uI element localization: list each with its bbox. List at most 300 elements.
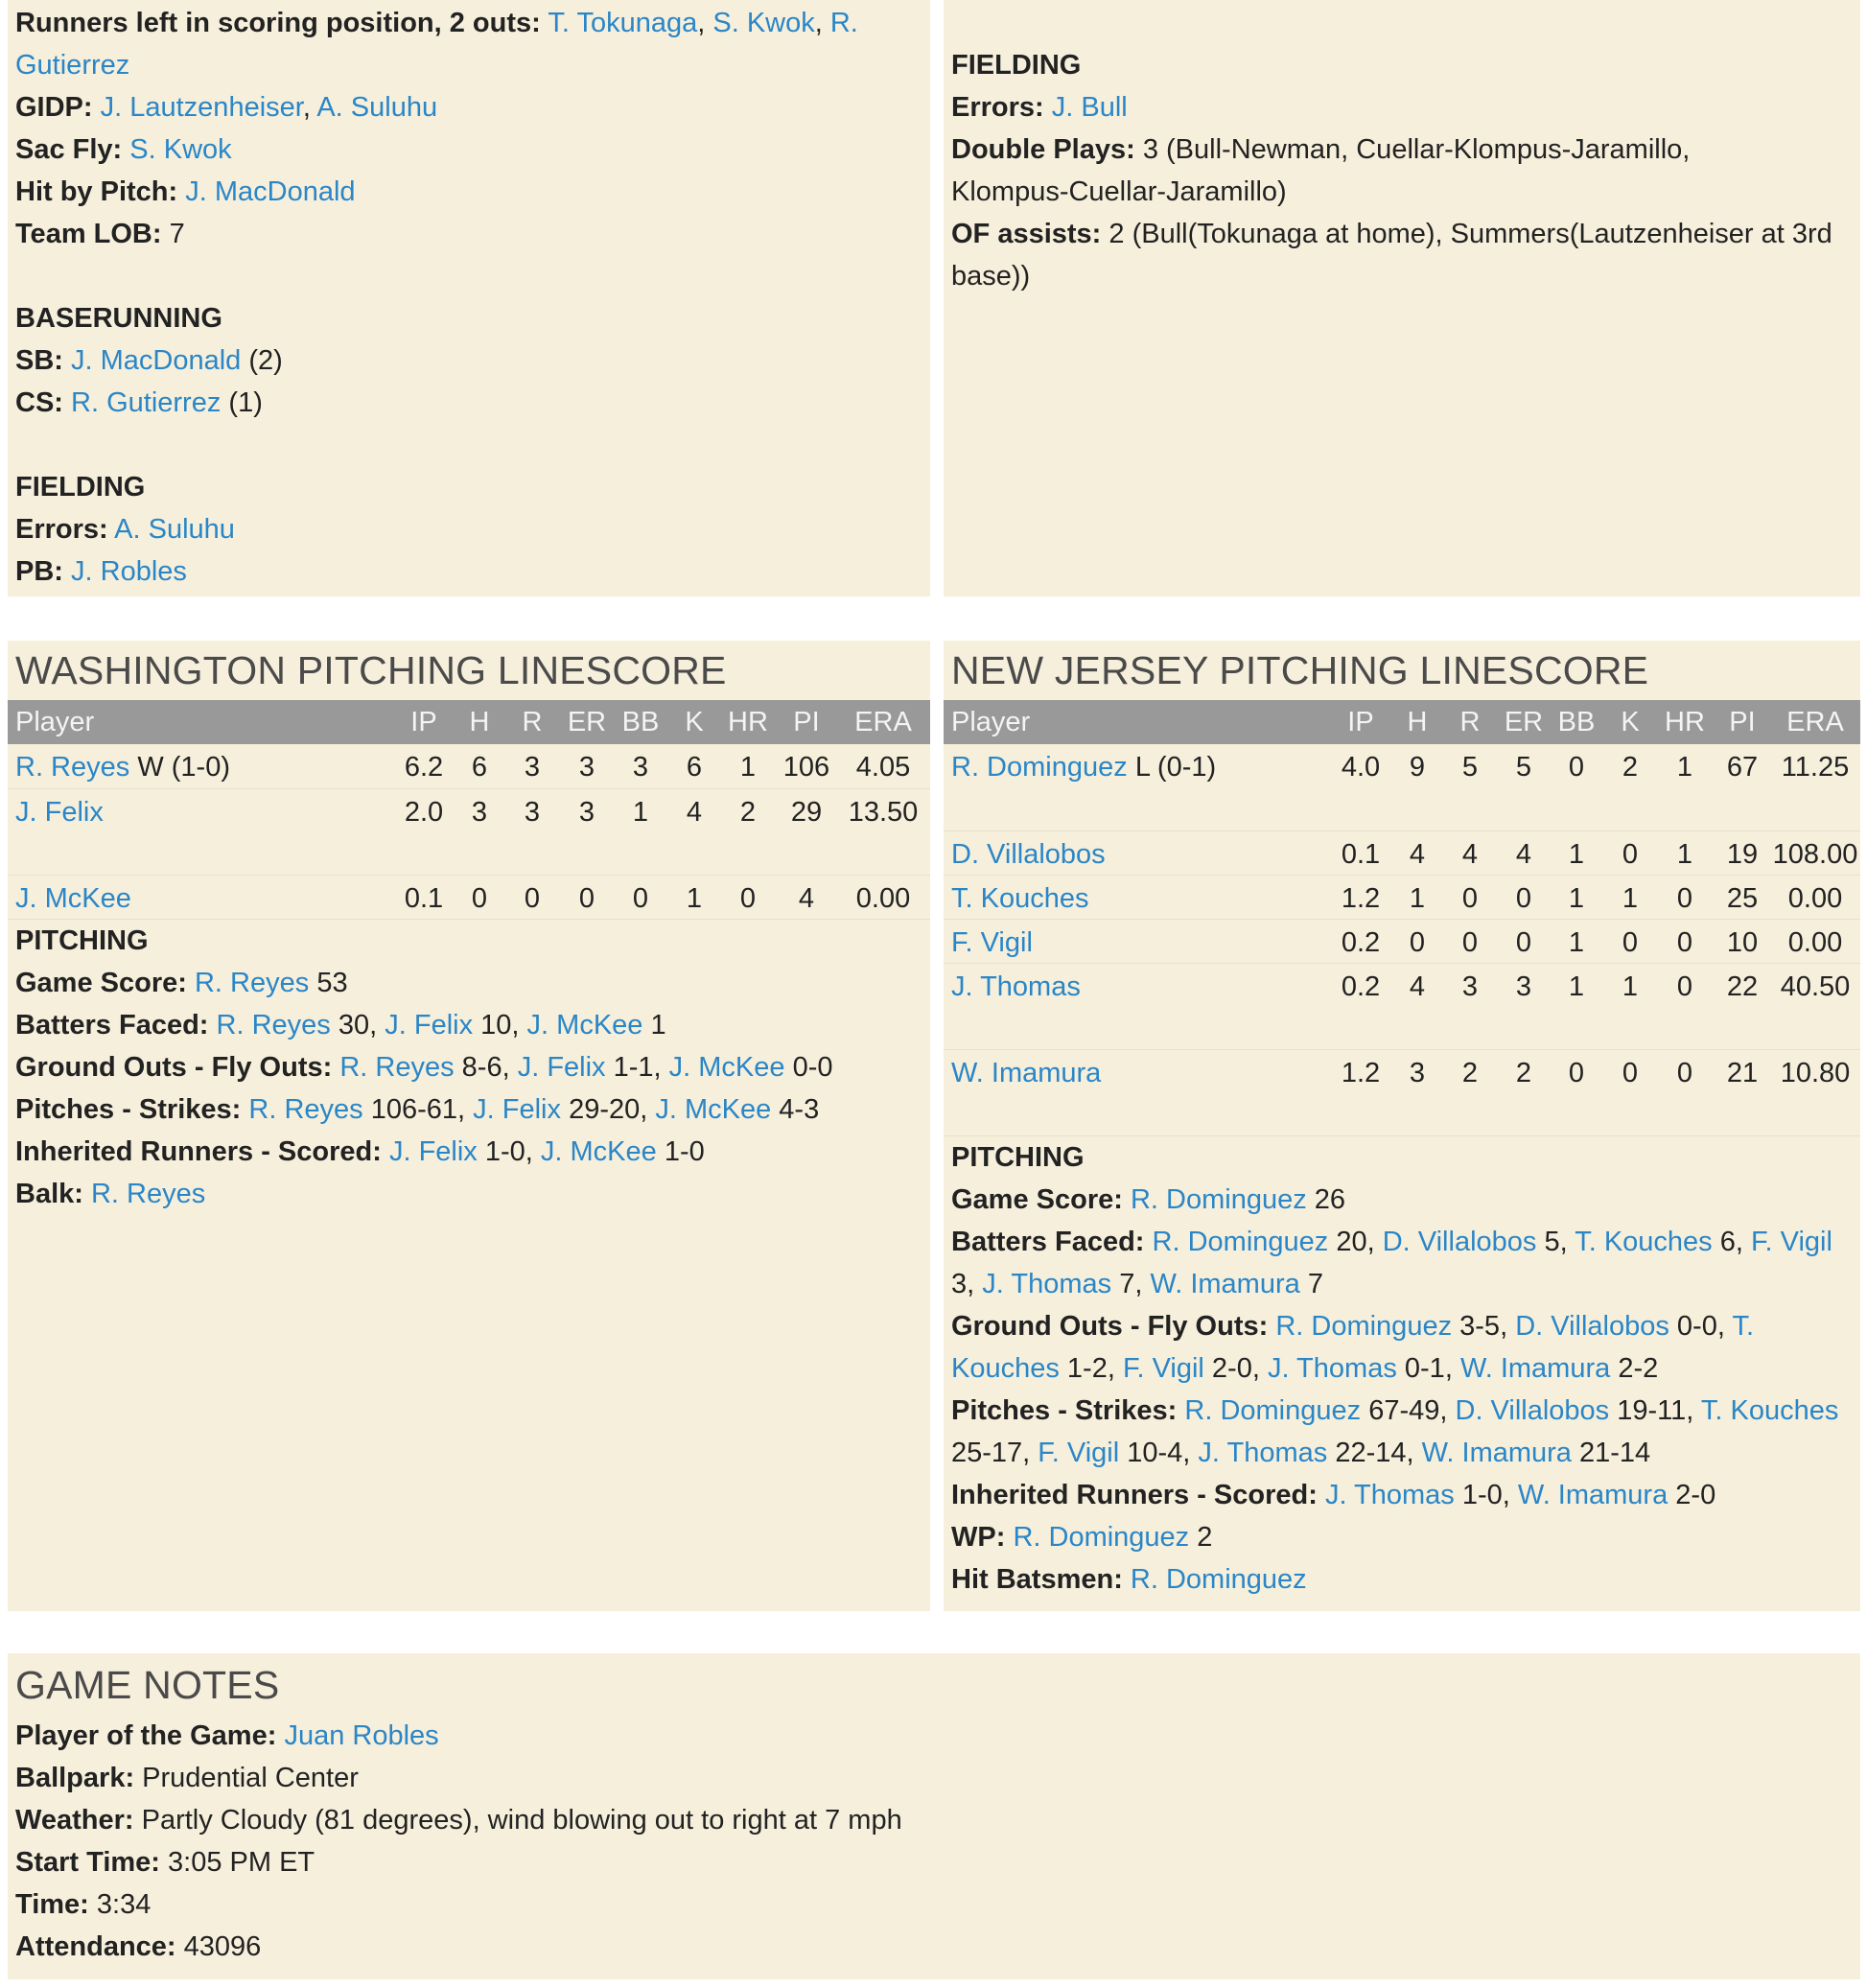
team-lob-label: Team LOB: <box>15 219 162 249</box>
pi-cell: 19 <box>1715 830 1770 875</box>
pitches-strikes-line: Pitches - Strikes: R. Dominguez 67-49, D. Villalobos 19-11, T. Kouches 25-17, F. Vigil 10-4, J. Thomas 22-14, W. Imamura 21-14 <box>951 1394 1839 1468</box>
player-cell <box>944 1049 1327 1135</box>
attendance-label: Attendance: <box>15 1931 176 1962</box>
table-row <box>8 744 930 788</box>
batters-faced-line: Batters Faced: R. Reyes 30, J. Felix 10, J. McKee 1 <box>15 1009 666 1041</box>
player-link[interactable]: R. Reyes <box>339 1051 455 1083</box>
player-link[interactable]: W. Imamura <box>1421 1437 1572 1468</box>
stat-value: 5 <box>1544 1226 1560 1257</box>
new-jersey-pitching-title: NEW JERSEY PITCHING LINESCORE <box>951 648 1649 692</box>
of-assists-value: 2 (Bull(Tokunaga at home), Summers(Lautzenheiser at 3rd <box>1109 219 1832 249</box>
player-link[interactable]: R. Dominguez <box>1184 1394 1362 1426</box>
col-header[interactable]: Player <box>944 700 1327 744</box>
ip-cell: 4.0 <box>1327 744 1394 830</box>
k-cell: 1 <box>1605 963 1655 1049</box>
game-notes-list <box>8 1715 1860 1968</box>
fielding-heading: FIELDING <box>15 472 146 503</box>
attendance-line <box>15 1926 1853 1968</box>
weather-line <box>15 1799 1853 1841</box>
game-score-line <box>951 1179 1853 1221</box>
col-header[interactable]: BB <box>1548 700 1605 744</box>
stat-value: 2-2 <box>1618 1352 1659 1384</box>
player-link[interactable]: R. Reyes <box>90 1178 206 1209</box>
r-cell: 0 <box>1440 919 1500 963</box>
player-link[interactable]: R. Reyes <box>194 967 310 998</box>
time-label: Time: <box>15 1889 89 1920</box>
ballpark-line <box>15 1757 1853 1799</box>
of-assists-line-2: base)) <box>951 261 1031 292</box>
h-cell: 1 <box>1394 875 1440 919</box>
hr-cell: 1 <box>1655 744 1715 830</box>
stat-value: 1-0 <box>664 1135 705 1167</box>
game-score-label: Game Score: <box>951 1183 1123 1215</box>
stat-value: 1-2 <box>1066 1352 1108 1384</box>
h-cell: 0 <box>456 875 502 919</box>
player-link[interactable]: J. MacDonald <box>71 345 242 376</box>
time-value: 3:34 <box>96 1889 152 1920</box>
player-link[interactable]: A. Suluhu <box>316 92 438 123</box>
era-cell: 0.00 <box>1770 875 1860 919</box>
table-row <box>944 1049 1860 1135</box>
player-cell <box>944 919 1327 963</box>
washington-pitching-notes <box>8 920 930 1215</box>
player-link[interactable]: W. Imamura <box>1150 1268 1300 1299</box>
er-cell: 3 <box>562 788 612 875</box>
washington-pitching-title: WASHINGTON PITCHING LINESCORE <box>15 648 727 692</box>
player-link[interactable]: R. Dominguez <box>1130 1563 1307 1595</box>
balk-line <box>15 1173 922 1215</box>
of-assists-line <box>951 213 1853 255</box>
player-cell <box>944 875 1327 919</box>
hr-cell: 1 <box>719 744 777 788</box>
game-score-label: Game Score: <box>15 967 187 998</box>
table-header-row <box>944 700 1860 744</box>
player-link[interactable]: R. Dominguez <box>1013 1521 1190 1553</box>
sacfly-line <box>15 129 922 171</box>
errors-label: Errors: <box>951 92 1044 123</box>
table-row <box>944 830 1860 875</box>
player-link[interactable]: F. Vigil <box>1122 1352 1204 1384</box>
stat-value: 19-11 <box>1617 1394 1687 1426</box>
k-cell: 1 <box>669 875 719 919</box>
stat-value: 6 <box>1719 1226 1736 1257</box>
game-notes-title: GAME NOTES <box>15 1663 280 1707</box>
time-line <box>15 1883 1853 1926</box>
gidp-label: GIDP: <box>15 92 93 123</box>
k-cell: 2 <box>1605 744 1655 830</box>
rlisp-label: Runners left in scoring position, 2 outs: <box>15 8 541 38</box>
pitching-heading: PITCHING <box>15 924 149 956</box>
bb-cell: 0 <box>1548 744 1605 830</box>
sb-label: SB: <box>15 345 63 376</box>
er-cell: 0 <box>562 875 612 919</box>
stat-value: 22-14 <box>1335 1437 1407 1468</box>
game-score-line <box>15 962 922 1004</box>
washington-batting-notes-panel <box>8 0 930 596</box>
new-jersey-fielding-panel <box>944 0 1860 596</box>
player-link[interactable]: J. McKee <box>15 882 131 914</box>
r-cell: 0 <box>1440 875 1500 919</box>
gidp-line: GIDP: J. Lautzenheiser, A. Suluhu <box>15 92 438 123</box>
col-header[interactable]: IP <box>391 700 456 744</box>
era-cell: 108.00 <box>1770 830 1860 875</box>
pi-cell: 10 <box>1715 919 1770 963</box>
k-cell: 0 <box>1605 919 1655 963</box>
player-link[interactable]: R. Reyes <box>15 752 130 783</box>
player-link[interactable]: F. Vigil <box>951 926 1033 958</box>
col-header[interactable]: R <box>1440 700 1500 744</box>
er-cell: 2 <box>1500 1049 1548 1135</box>
col-header[interactable]: ER <box>1500 700 1548 744</box>
pi-cell: 22 <box>1715 963 1770 1049</box>
player-link[interactable]: R. Gutierrez <box>15 8 858 81</box>
inherited-runners-line: Inherited Runners - Scored: J. Felix 1-0, J. McKee 1-0 <box>15 1135 705 1167</box>
player-link[interactable]: J. McKee <box>526 1009 643 1041</box>
player-of-game-line <box>15 1715 1853 1757</box>
hr-cell: 0 <box>1655 919 1715 963</box>
pitches-strikes-label: Pitches - Strikes: <box>15 1093 242 1125</box>
wp-line <box>951 1516 1853 1558</box>
stat-value: 21-14 <box>1579 1437 1651 1468</box>
ballpark-label: Ballpark: <box>15 1763 135 1793</box>
ip-cell: 0.2 <box>1327 963 1394 1049</box>
stat-value: 0-0 <box>792 1051 833 1083</box>
player-link[interactable]: S. Kwok <box>129 134 232 165</box>
player-link[interactable]: R. Gutierrez <box>71 387 222 418</box>
hr-cell: 1 <box>1655 830 1715 875</box>
k-cell: 6 <box>669 744 719 788</box>
batters-faced-label: Batters Faced: <box>15 1009 209 1041</box>
start-time-label: Start Time: <box>15 1847 160 1878</box>
gofo-line: Ground Outs - Fly Outs: R. Reyes 8-6, J. Felix 1-1, J. McKee 0-0 <box>15 1051 833 1083</box>
r-cell: 3 <box>502 744 562 788</box>
stat-value: 2-0 <box>1675 1479 1716 1510</box>
col-header[interactable]: HR <box>719 700 777 744</box>
ip-cell: 0.1 <box>391 875 456 919</box>
inherited-runners-label: Inherited Runners - Scored: <box>951 1479 1318 1510</box>
h-cell: 3 <box>1394 1049 1440 1135</box>
era-cell: 40.50 <box>1770 963 1860 1049</box>
er-cell: 3 <box>1500 963 1548 1049</box>
pi-cell: 67 <box>1715 744 1770 830</box>
era-cell: 4.05 <box>836 744 930 788</box>
player-link[interactable]: D. Villalobos <box>1515 1310 1669 1342</box>
col-header[interactable]: ER <box>562 700 612 744</box>
player-link[interactable]: T. Tokunaga <box>548 8 698 38</box>
player-link[interactable]: J. Thomas <box>1324 1479 1455 1510</box>
player-link[interactable]: F. Vigil <box>1038 1437 1120 1468</box>
baserunning-heading: BASERUNNING <box>15 303 222 334</box>
stat-value: 0-1 <box>1404 1352 1445 1384</box>
stat-value: 0-0 <box>1676 1310 1717 1342</box>
errors-label: Errors: <box>15 514 108 545</box>
ip-cell: 6.2 <box>391 744 456 788</box>
bb-cell: 0 <box>1548 1049 1605 1135</box>
stat-value: 1-0 <box>1461 1479 1503 1510</box>
wp-label: WP: <box>951 1521 1006 1553</box>
col-header[interactable]: HR <box>1655 700 1715 744</box>
batters-faced-line: Batters Faced: R. Dominguez 20, D. Villalobos 5, T. Kouches 6, F. Vigil 3, J. Thomas 7, W. Imamura 7 <box>951 1226 1832 1299</box>
player-link[interactable]: T. Kouches <box>1700 1394 1839 1426</box>
r-cell: 5 <box>1440 744 1500 830</box>
pitches-strikes-label: Pitches - Strikes: <box>951 1394 1178 1426</box>
cs-line <box>15 382 922 424</box>
player-link[interactable]: F. Vigil <box>1751 1226 1832 1257</box>
h-cell: 4 <box>1394 963 1440 1049</box>
h-cell: 9 <box>1394 744 1440 830</box>
h-cell: 0 <box>1394 919 1440 963</box>
player-link[interactable]: T. Kouches <box>951 882 1089 914</box>
team-lob-value: 7 <box>169 219 185 249</box>
game-notes-panel <box>8 1653 1860 1979</box>
col-header[interactable]: PI <box>1715 700 1770 744</box>
col-header[interactable]: IP <box>1327 700 1394 744</box>
stat-value: 10-4 <box>1127 1437 1183 1468</box>
sb-count: (2) <box>248 345 283 376</box>
stat-value: 4-3 <box>779 1093 820 1125</box>
hr-cell: 0 <box>1655 875 1715 919</box>
start-time-line <box>15 1841 1853 1883</box>
bb-cell: 1 <box>1548 919 1605 963</box>
weather-value: Partly Cloudy (81 degrees), wind blowing out to right at 7 mph <box>141 1805 902 1836</box>
player-cell <box>944 963 1327 1049</box>
player-link[interactable]: D. Villalobos <box>951 838 1106 870</box>
ip-cell: 0.1 <box>1327 830 1394 875</box>
washington-pitching-table <box>8 700 930 920</box>
player-cell <box>8 744 391 788</box>
player-cell <box>8 875 391 919</box>
stat-value: 1 <box>650 1009 666 1041</box>
player-link[interactable]: R. Dominguez <box>951 752 1128 783</box>
bb-cell: 1 <box>1548 875 1605 919</box>
washington-pitching-panel <box>8 641 930 1611</box>
table-row <box>8 788 930 875</box>
gofo-line: Ground Outs - Fly Outs: R. Dominguez 3-5, D. Villalobos 0-0, T. Kouches 1-2, F. Vigil 2-0, J. Thomas 0-1, W. Imamura 2-2 <box>951 1310 1754 1384</box>
player-link[interactable]: J. Bull <box>1051 92 1128 123</box>
player-link[interactable]: J. McKee <box>668 1051 785 1083</box>
stat-value: 67-49 <box>1368 1394 1440 1426</box>
player-link[interactable]: T. Kouches <box>1575 1226 1713 1257</box>
hit-batsmen-line <box>951 1558 1853 1601</box>
k-cell: 0 <box>1605 830 1655 875</box>
stat-value: 29-20 <box>569 1093 641 1125</box>
hbp-label: Hit by Pitch: <box>15 176 178 207</box>
table-row <box>944 919 1860 963</box>
col-header[interactable]: BB <box>612 700 669 744</box>
stat-value: 2 <box>1197 1521 1213 1553</box>
player-link[interactable]: S. Kwok <box>712 8 815 38</box>
k-cell: 1 <box>1605 875 1655 919</box>
sacfly-label: Sac Fly: <box>15 134 123 165</box>
stat-value: 25-17 <box>951 1437 1023 1468</box>
double-plays-line-2: Klompus-Cuellar-Jaramillo) <box>951 176 1287 207</box>
player-link[interactable]: W. Imamura <box>1517 1479 1669 1510</box>
era-cell: 13.50 <box>836 788 930 875</box>
player-link[interactable]: J. MacDonald <box>185 176 356 207</box>
player-link[interactable]: T. Kouches <box>951 1310 1754 1384</box>
player-link[interactable]: R. Dominguez <box>1130 1183 1307 1215</box>
ip-cell: 1.2 <box>1327 1049 1394 1135</box>
errors-line <box>15 508 922 550</box>
start-time-value: 3:05 PM ET <box>168 1847 315 1878</box>
h-cell: 4 <box>1394 830 1440 875</box>
player-link[interactable]: J. Robles <box>71 556 187 587</box>
table-row <box>944 744 1860 830</box>
decision: W (1-0) <box>137 752 230 783</box>
bb-cell: 1 <box>612 788 669 875</box>
inherited-runners-line: Inherited Runners - Scored: J. Thomas 1-0, W. Imamura 2-0 <box>951 1479 1716 1510</box>
inherited-runners-label: Inherited Runners - Scored: <box>15 1135 382 1167</box>
col-header[interactable]: H <box>456 700 502 744</box>
stat-value: 2-0 <box>1211 1352 1252 1384</box>
player-link[interactable]: J. Thomas <box>1198 1437 1328 1468</box>
player-link[interactable]: J. Lautzenheiser <box>100 92 303 123</box>
fielding-heading: FIELDING <box>951 50 1082 81</box>
player-link[interactable]: W. Imamura <box>1459 1352 1611 1384</box>
stat-value: 1-0 <box>484 1135 525 1167</box>
r-cell: 2 <box>1440 1049 1500 1135</box>
ip-cell: 2.0 <box>391 788 456 875</box>
er-cell: 5 <box>1500 744 1548 830</box>
new-jersey-pitching-notes <box>944 1136 1860 1601</box>
double-plays-label: Double Plays: <box>951 134 1135 165</box>
hbp-line <box>15 171 922 213</box>
era-cell: 11.25 <box>1770 744 1860 830</box>
player-cell <box>944 744 1327 830</box>
pi-cell: 106 <box>777 744 836 788</box>
h-cell: 6 <box>456 744 502 788</box>
player-link[interactable]: J. Felix <box>517 1051 606 1083</box>
player-link[interactable]: R. Dominguez <box>1152 1226 1329 1257</box>
player-link[interactable]: R. Dominguez <box>1275 1310 1453 1342</box>
stat-value: 1-1 <box>613 1051 654 1083</box>
stat-value: 3-5 <box>1459 1310 1501 1342</box>
stat-value: 30 <box>338 1009 370 1041</box>
stat-value: 10 <box>480 1009 512 1041</box>
cs-label: CS: <box>15 387 63 418</box>
table-row <box>944 963 1860 1049</box>
col-header[interactable]: PI <box>777 700 836 744</box>
hr-cell: 0 <box>719 875 777 919</box>
stat-value: 26 <box>1314 1183 1346 1215</box>
stat-value: 8-6 <box>461 1051 502 1083</box>
stat-value: 7 <box>1307 1268 1323 1299</box>
player-link[interactable]: J. Felix <box>15 796 104 828</box>
stat-value: 7 <box>1119 1268 1135 1299</box>
player-link[interactable]: W. Imamura <box>951 1057 1102 1088</box>
pi-cell: 29 <box>777 788 836 875</box>
ip-cell: 1.2 <box>1327 875 1394 919</box>
pi-cell: 21 <box>1715 1049 1770 1135</box>
player-link[interactable]: A. Suluhu <box>114 514 235 545</box>
pitches-strikes-line: Pitches - Strikes: R. Reyes 106-61, J. Felix 29-20, J. McKee 4-3 <box>15 1093 820 1125</box>
table-row <box>8 875 930 919</box>
player-link[interactable]: R. Reyes <box>216 1009 331 1041</box>
table-header-row <box>8 700 930 744</box>
era-cell: 10.80 <box>1770 1049 1860 1135</box>
col-header[interactable]: H <box>1394 700 1440 744</box>
pb-line <box>15 550 922 593</box>
sb-line <box>15 339 922 382</box>
player-link[interactable]: D. Villalobos <box>1455 1394 1610 1426</box>
player-link[interactable]: J. Felix <box>473 1093 561 1125</box>
player-link[interactable]: Juan Robles <box>284 1720 439 1751</box>
col-header[interactable]: K <box>669 700 719 744</box>
bb-cell: 3 <box>612 744 669 788</box>
stat-value: 20 <box>1336 1226 1367 1257</box>
ip-cell: 0.2 <box>1327 919 1394 963</box>
rlisp-line: Runners left in scoring position, 2 outs: T. Tokunaga, S. Kwok, R. Gutierrez <box>15 8 858 81</box>
hr-cell: 2 <box>719 788 777 875</box>
double-plays-value: 3 (Bull-Newman, Cuellar-Klompus-Jaramillo, <box>1142 134 1691 165</box>
player-link[interactable]: J. McKee <box>540 1135 657 1167</box>
er-cell: 0 <box>1500 919 1548 963</box>
balk-label: Balk: <box>15 1178 83 1209</box>
stat-value: 53 <box>316 967 348 998</box>
bb-cell: 1 <box>1548 830 1605 875</box>
r-cell: 3 <box>1440 963 1500 1049</box>
player-cell <box>8 788 391 875</box>
col-header[interactable]: R <box>502 700 562 744</box>
batters-faced-label: Batters Faced: <box>951 1226 1145 1257</box>
player-cell <box>944 830 1327 875</box>
hr-cell: 0 <box>1655 1049 1715 1135</box>
errors-line <box>951 86 1853 129</box>
gofo-label: Ground Outs - Fly Outs: <box>15 1051 333 1083</box>
cs-count: (1) <box>228 387 263 418</box>
new-jersey-pitching-table <box>944 700 1860 1136</box>
player-link[interactable]: J. Thomas <box>951 971 1081 1002</box>
h-cell: 3 <box>456 788 502 875</box>
col-header[interactable]: Player <box>8 700 391 744</box>
attendance-value: 43096 <box>183 1931 262 1962</box>
er-cell: 4 <box>1500 830 1548 875</box>
double-plays-line <box>951 129 1853 171</box>
col-header[interactable]: ERA <box>1770 700 1860 744</box>
k-cell: 0 <box>1605 1049 1655 1135</box>
pb-label: PB: <box>15 556 63 587</box>
col-header[interactable]: ERA <box>836 700 930 744</box>
table-row <box>944 875 1860 919</box>
r-cell: 3 <box>502 788 562 875</box>
player-link[interactable]: J. Thomas <box>982 1268 1112 1299</box>
gofo-label: Ground Outs - Fly Outs: <box>951 1310 1269 1342</box>
era-cell: 0.00 <box>836 875 930 919</box>
era-cell: 0.00 <box>1770 919 1860 963</box>
player-link[interactable]: D. Villalobos <box>1382 1226 1537 1257</box>
new-jersey-pitching-panel <box>944 641 1860 1611</box>
player-link[interactable]: J. Felix <box>385 1009 474 1041</box>
bb-cell: 1 <box>1548 963 1605 1049</box>
bb-cell: 0 <box>612 875 669 919</box>
player-link[interactable]: J. Felix <box>388 1135 478 1167</box>
er-cell: 3 <box>562 744 612 788</box>
r-cell: 0 <box>502 875 562 919</box>
col-header[interactable]: K <box>1605 700 1655 744</box>
stat-value: 106-61 <box>370 1093 458 1125</box>
weather-label: Weather: <box>15 1805 134 1836</box>
hit-batsmen-label: Hit Batsmen: <box>951 1563 1123 1595</box>
hr-cell: 0 <box>1655 963 1715 1049</box>
pi-cell: 25 <box>1715 875 1770 919</box>
player-link[interactable]: J. McKee <box>655 1093 772 1125</box>
k-cell: 4 <box>669 788 719 875</box>
er-cell: 0 <box>1500 875 1548 919</box>
pi-cell: 4 <box>777 875 836 919</box>
player-link[interactable]: J. Thomas <box>1267 1352 1397 1384</box>
player-link[interactable]: R. Reyes <box>248 1093 363 1125</box>
stat-value: 3 <box>951 1268 968 1299</box>
